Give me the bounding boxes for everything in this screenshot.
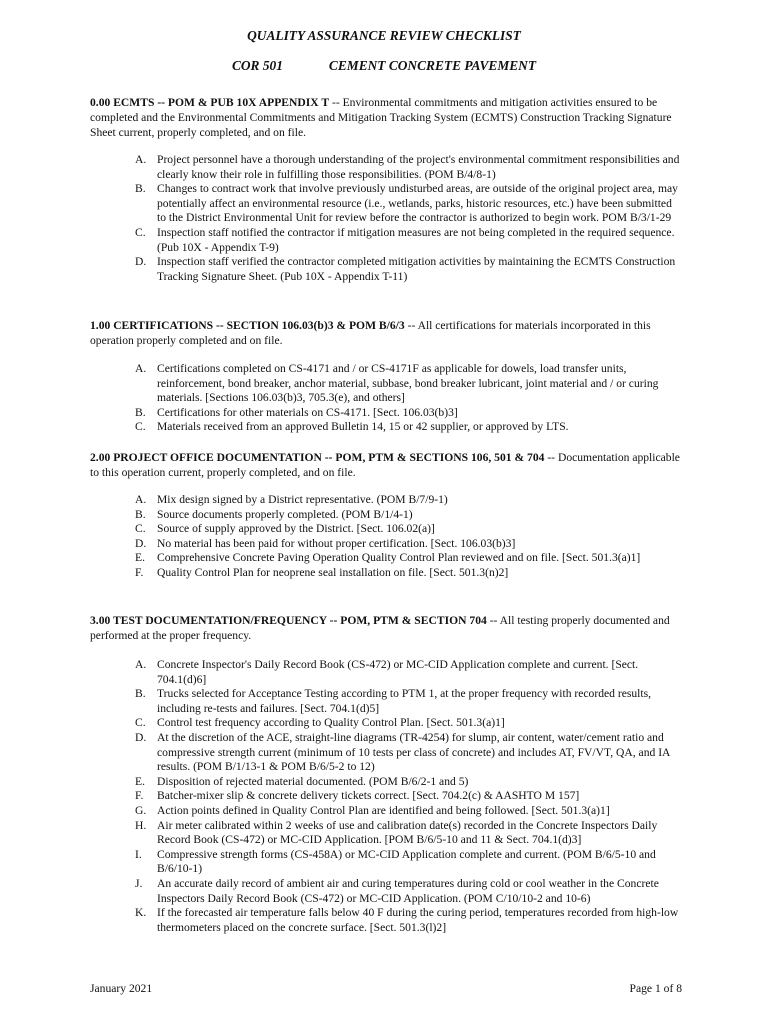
item-text: Inspection staff verified the contractor completed mitigation activities by maintaining the ECMTS Construction Tracking Signature Sheet. (Pub 10X - Appendix T-11) bbox=[157, 255, 676, 283]
item-letter: K. bbox=[135, 906, 147, 920]
item-letter: A. bbox=[135, 153, 147, 166]
item-text: Action points defined in Quality Control Plan are identified and being followed. [Sect. 501.3(a)1] bbox=[157, 803, 610, 817]
list-item bbox=[0, 906, 768, 935]
item-letter: D. bbox=[135, 255, 147, 269]
section-0-intro bbox=[90, 95, 680, 140]
section-intro: -- Environmental commitments and mitigation activities ensured to be completed and the Environmental Commitments and Mitigation Tracking System (ECMTS) Construction Tracking Signature Sheet current, properly completed, and on file. bbox=[90, 96, 672, 139]
item-text: Control test frequency according to Quality Control Plan. [Sect. 501.3(a)1] bbox=[157, 716, 505, 730]
section-2-items bbox=[0, 493, 768, 581]
item-text: No material has been paid for without proper certification. [Sect. 106.03(b)3] bbox=[157, 536, 516, 550]
list-item bbox=[0, 226, 768, 255]
item-letter: B. bbox=[135, 687, 146, 701]
item-text: Comprehensive Concrete Paving Operation Quality Control Plan reviewed and on file. [Sect. 501.3(a)1] bbox=[157, 551, 641, 565]
item-text: Certifications for other materials on CS-4171. [Sect. 106.03(b)3] bbox=[157, 405, 458, 419]
list-item bbox=[0, 789, 768, 804]
item-text: Certifications completed on CS-4171 and / or CS-4171F as applicable for dowels, load transfer units, reinforcement, bond breaker, anchor material, subbase, bond breaker lubricant, joint material and / or curing materials. [Sections 106.03(b)3, 705.3(e), and others] bbox=[157, 362, 659, 405]
subtitle-code: COR 501 bbox=[231, 58, 283, 73]
section-heading: 2.00 PROJECT OFFICE DOCUMENTATION -- POM, PTM & SECTIONS 106, 501 & 704 bbox=[90, 451, 545, 464]
list-item bbox=[0, 877, 768, 906]
list-item bbox=[0, 406, 768, 421]
item-text: Air meter calibrated within 2 weeks of use and calibration date(s) recorded in the Concrete Inspectors Daily Record Book (CS-472) or MC-CID Application. [POM B/6/5-10 and 11 & Sect. 704.1(d)3] bbox=[157, 818, 658, 847]
list-item bbox=[0, 848, 768, 877]
section-heading: 0.00 ECMTS -- POM & PUB 10X APPENDIX T bbox=[90, 96, 330, 109]
page-subtitle bbox=[0, 58, 768, 74]
item-letter: C. bbox=[135, 225, 146, 239]
item-text: Trucks selected for Acceptance Testing according to PTM 1, at the proper frequency with recorded results, including re-tests and failures. [Sect. 704.1(d)5] bbox=[157, 687, 652, 715]
section-heading: 1.00 CERTIFICATIONS -- SECTION 106.03(b)3 & POM B/6/3 bbox=[90, 319, 405, 332]
section-3-items bbox=[0, 658, 768, 935]
list-item bbox=[0, 775, 768, 790]
list-item bbox=[0, 716, 768, 731]
item-letter: H. bbox=[135, 818, 147, 832]
page-title: QUALITY ASSURANCE REVIEW CHECKLIST bbox=[247, 28, 521, 43]
item-letter: A. bbox=[135, 362, 147, 375]
list-item bbox=[0, 731, 768, 775]
item-letter: B. bbox=[135, 405, 146, 419]
item-letter: F. bbox=[135, 565, 144, 579]
item-text: Compressive strength forms (CS-458A) or MC-CID Application complete and current. (POM B/6/5-10 and B/6/10-1) bbox=[157, 847, 656, 876]
item-text: Materials received from an approved Bulletin 14, 15 or 42 supplier, or approved by LTS. bbox=[157, 420, 569, 434]
list-item bbox=[0, 522, 768, 537]
item-text: Inspection staff notified the contractor if mitigation measures are not being completed in the required sequence. (Pub 10X - Appendix T-9) bbox=[157, 225, 675, 254]
list-item bbox=[0, 804, 768, 819]
item-text: Source documents properly completed. (POM B/1/4-1) bbox=[157, 507, 413, 521]
item-letter: F. bbox=[135, 789, 144, 803]
list-item bbox=[0, 658, 768, 687]
item-text: Quality Control Plan for neoprene seal installation on file. [Sect. 501.3(n)2] bbox=[157, 565, 509, 579]
list-item bbox=[0, 551, 768, 566]
item-letter: E. bbox=[135, 774, 145, 788]
item-letter: C. bbox=[135, 420, 146, 434]
list-item bbox=[0, 420, 768, 435]
item-text: Concrete Inspector's Daily Record Book (CS-472) or MC-CID Application complete and current. [Sect. 704.1(d)6] bbox=[157, 658, 639, 686]
section-1-intro bbox=[90, 318, 680, 348]
item-letter: B. bbox=[135, 182, 146, 196]
item-letter: C. bbox=[135, 716, 146, 730]
item-text: Source of supply approved by the District. [Sect. 106.02(a)] bbox=[157, 522, 435, 536]
item-text: An accurate daily record of ambient air and curing temperatures during cold or cool weather in the Concrete Inspectors Daily Record Book (CS-472) or MC-CID Application. (POM C/10/10-2 and 10-6) bbox=[157, 876, 659, 905]
list-item bbox=[0, 153, 768, 182]
section-1-items bbox=[0, 362, 768, 435]
section-heading: 3.00 TEST DOCUMENTATION/FREQUENCY -- POM, PTM & SECTION 704 bbox=[90, 614, 487, 627]
list-item bbox=[0, 687, 768, 716]
footer-page-number: Page 1 of 8 bbox=[629, 982, 682, 995]
item-text: Project personnel have a thorough understanding of the project's environmental commitment responsibilities and clearly know their role in fulfilling those responsibilities. (POM B/4/8-1) bbox=[157, 153, 680, 181]
list-item bbox=[0, 508, 768, 523]
section-3-intro bbox=[90, 613, 680, 643]
item-letter: J. bbox=[135, 876, 143, 890]
item-text: Batcher-mixer slip & concrete delivery tickets correct. [Sect. 704.2(c) & AASHTO M 157] bbox=[157, 789, 580, 803]
item-letter: G. bbox=[135, 803, 147, 817]
section-0-items bbox=[0, 153, 768, 284]
item-text: Changes to contract work that involve previously undisturbed areas, are outside of the original project area, may potentially affect an environmental resource (i.e., wetlands, parks, historic resources, etc.) have been submitted to the District Environmental Unit for review before the contractor is authorized to begin work. POM B/3/1-29 bbox=[157, 182, 678, 225]
item-letter: A. bbox=[135, 493, 147, 506]
item-letter: D. bbox=[135, 536, 147, 550]
item-letter: I. bbox=[135, 847, 142, 861]
list-item bbox=[0, 182, 768, 226]
list-item bbox=[0, 493, 768, 508]
list-item bbox=[0, 537, 768, 552]
list-item bbox=[0, 255, 768, 284]
list-item bbox=[0, 819, 768, 848]
item-letter: D. bbox=[135, 730, 147, 744]
section-2-intro bbox=[90, 450, 680, 480]
item-text: Disposition of rejected material documented. (POM B/6/2-1 and 5) bbox=[157, 774, 469, 788]
item-letter: E. bbox=[135, 551, 145, 565]
item-text: Mix design signed by a District representative. (POM B/7/9-1) bbox=[157, 493, 448, 506]
footer-date: January 2021 bbox=[90, 982, 153, 995]
item-letter: A. bbox=[135, 658, 147, 671]
item-letter: B. bbox=[135, 507, 146, 521]
subtitle-name: CEMENT CONCRETE PAVEMENT bbox=[328, 58, 537, 73]
section-intro: -- Documentation applicable to this operation current, properly completed, and on file. bbox=[90, 451, 680, 479]
list-item bbox=[0, 362, 768, 406]
list-item bbox=[0, 566, 768, 581]
item-letter: C. bbox=[135, 522, 146, 536]
item-text: At the discretion of the ACE, straight-line diagrams (TR-4254) for slump, air content, water/cement ratio and compressive strength current (minimum of 10 tests per class of concrete) and includes AT, FV/VT, QA, and IA results. (POM B/1/13-1 & POM B/6/5-2 to 12) bbox=[157, 730, 670, 774]
item-text: If the forecasted air temperature falls below 40 F during the curing period, temperatures recorded from high-low thermometers placed on the concrete surface. [Sect. 501.3(l)2] bbox=[157, 906, 679, 934]
section-intro: -- All testing properly documented and performed at the proper frequency. bbox=[90, 614, 670, 642]
section-intro: -- All certifications for materials incorporated in this operation properly completed and on file. bbox=[90, 319, 651, 347]
